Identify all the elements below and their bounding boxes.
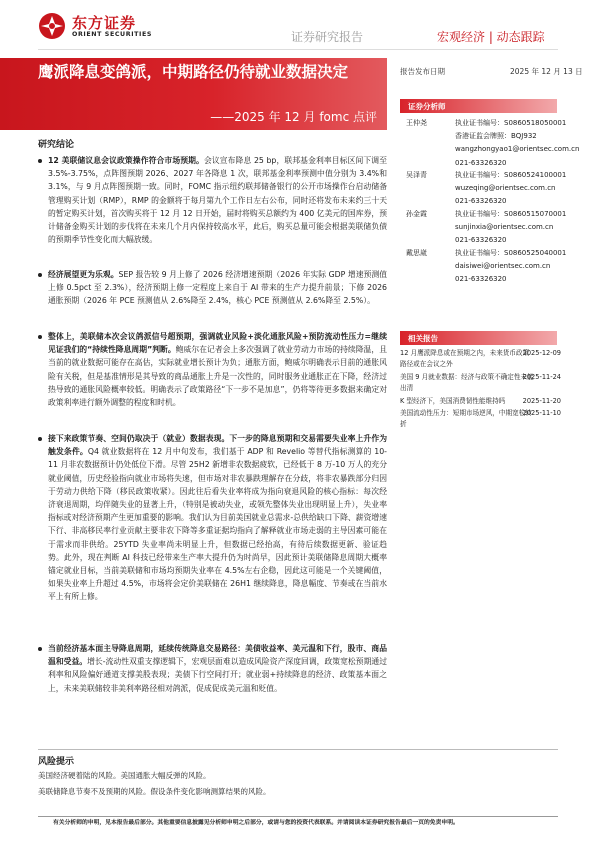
report-type: 证券研究报告	[291, 30, 364, 44]
analyst-phone: 021-63326320	[455, 275, 507, 284]
analysts-header-label: 证券分析师	[408, 102, 446, 111]
analyst-license: 执业证书编号：S0860518050001	[455, 119, 567, 127]
bullet-icon	[38, 273, 42, 277]
risk-item: 美联储降息节奏不及预期的风险。假设条件变化影响测算结果的风险。	[38, 787, 271, 796]
analysts-header	[400, 99, 557, 113]
analyst-license: 执业证书编号：S0860525040001	[455, 249, 567, 257]
paragraph-text: Q4 就业数据将在 12 月中旬发布，我们基于 ADP 和 Revelio 等替代指标测算的 10-11 月非农数据预计仍处低位下滑。尽管 25H2 新增非农数据疲软，已经低于 8 万-10 万人的充分就业阈值，历史经验指向就业市场将失速，但市场对非农暴跌理解存在分歧，将非农暴跌部分归因于劳动力供给下降（移民政策收紧）。因此往后看失业率将成为指向衰退风险的核心指标：每次经济衰退周期，均伴随失业的显著上升，（特别是被动失业，或领先整体失业出现明显上升），失业率指标或对经济预期产生更加重要的影响。我们认为目前美国就业总需求-总供给缺口下降、薪资增速下行、非高移民率行业贡献主要非农下降等多重证据均指向了解释就业市场走弱的主导因素可能在于需求而非供给。25YTD 失业率尚未明显上升，但数据已经抬高，有待后续数据更新、验证趋势。此外，现在判断 AI 科技已经带来生产率大提升仍为时尚早，因此预计美联储降息周期大概率锚定就业目标，当前美联储和市场均预期失业率在 4.5%左右企稳，因此这可能是一个关键阈值，如果失业率上升超过 4.5%，市场将会定价美联储在 26H1 继续降息，降息幅度、节奏或在当前水平上有所上修。	[48, 447, 387, 602]
paragraph-text: 会议宣布降息 25 bp，联邦基金利率目标区间下调至 3.5%-3.75%，点阵图预期 2026、2027 年各降息 1 次，联邦基金利率预测中值分别为 3.4%和 3.1%，与 9 月点阵图预期一致。同时，FOMC 指示纽约联邦储备银行的公开市场操作台启动储备管理购买计划（RMP），RMP 的金额将于每月第九个工作日左右公布，同时还将发布未来约三十天的暂定购买计划，首次购买将于 12 月 12 日开始，届时将购买总额约为 400 亿美元的国库券，预计储备金购买计划的步伐将在未来几个月内保持较高水平，此后，购买总量可能会根据美联储负债的预期季节性变化而大幅放缓。	[48, 156, 387, 245]
related-report-date: 2025-11-20	[522, 397, 561, 405]
analyst-name: 吴泽青	[406, 171, 427, 179]
report-category: 宏观经济 | 动态跟踪	[437, 30, 545, 44]
analyst-phone: 021-63326320	[455, 197, 507, 206]
analyst-info	[455, 117, 579, 170]
paragraph-lead: 12 美联储议息会议政策操作符合市场预期。	[48, 156, 204, 165]
analyst-license: 执业证书编号：S0860524100001	[455, 171, 567, 179]
analyst-email[interactable]: wangzhongyao1@orientsec.com.cn	[455, 145, 580, 154]
brand-name-cn: 东方证券	[72, 14, 137, 32]
analyst-hk-license: 香港证监会牌照：BQJ932	[455, 132, 537, 141]
analyst-email[interactable]: wuzeqing@orientsec.com.cn	[455, 184, 556, 193]
related-report-date: 2025-11-24	[522, 373, 561, 381]
report-title: 鹰派降息变鸽派，中期路径仍待就业数据决定	[38, 63, 349, 81]
risk-heading: 风险提示	[38, 757, 75, 767]
related-report-date: 2025-12-09	[522, 349, 561, 357]
analyst-name: 王仲尧	[406, 119, 427, 127]
section-divider	[38, 749, 558, 750]
orient-logo-icon	[38, 12, 66, 40]
related-report-title[interactable]: 美国流动性压力：短期市场逆风，中期宽松转折	[400, 409, 532, 428]
conclusion-paragraph	[48, 268, 387, 308]
bullet-icon	[38, 335, 42, 339]
risk-item: 美国经济硬着陆的风险。美国通胀大幅反弹的风险。	[38, 771, 211, 780]
research-conclusion-heading: 研究结论	[38, 140, 75, 150]
header-divider	[38, 49, 558, 50]
related-report-date: 2025-11-10	[522, 409, 561, 417]
analyst-info	[455, 169, 566, 209]
conclusion-paragraph	[48, 154, 387, 246]
conclusion-paragraph	[48, 432, 387, 604]
paragraph-text: SEP 报告较 9 月上修了 2026 经济增速预期（2026 年实际 GDP 增速预测值上修 0.5pct 至 2.3%），经济预期上修一定程度上来自于 AI 带来的生产力提升前景；下修 2026 通胀预期（2026 年 PCE 预测值从 2.6%降至 2.4%，核心 PCE 预测值从 2.6%降至 2.5%）。	[48, 270, 388, 306]
paragraph-lead: 当前经济基本面主导降息周期，延续传统降息交易路径：美债收益率、美元温和下行，股市、商品温和受益。	[48, 644, 387, 667]
conclusion-paragraph	[48, 330, 387, 409]
analyst-name: 戴思崴	[406, 249, 427, 257]
paragraph-lead: 接下来政策节奏、空间仍取决于（就业）数据表现。下一步的降息预期和交易需要失业率上升作为触发条件。	[48, 434, 387, 457]
paragraph-text: 鲍威尔在记者会上多次强调了就业劳动力市场的持续降温，且当前的就业数据可能存在高估，实际就业增长预计为负；通胀方面，鲍威尔明确表示目前的通胀风险有关税，但是基准情形是其导致的商品通胀上升是一次性的，同时服务业通胀正在下降，经济过热导致的通胀风险概率较低。明确表示了政策路径“下一步不是加息”，仍将等待更多数据来确定对政策利率进行额外调整的程度和时机。	[48, 345, 388, 408]
brand-name-en: ORIENT SECURITIES	[72, 31, 153, 38]
related-report-title[interactable]: K 型经济下，美国消费韧性能维持吗	[400, 397, 506, 405]
analyst-info	[455, 247, 566, 287]
conclusion-paragraph	[48, 642, 387, 695]
publish-date: 2025 年 12 月 13 日	[510, 67, 583, 76]
analyst-email[interactable]: daisiwei@orientsec.com.cn	[455, 262, 551, 271]
paragraph-lead: 整体上，美联储本次会议鸽派信号超预期，强调就业风险+淡化通胀风险+预防流动性压力=继续见证我们的“持续性降息周期”判断。	[48, 332, 387, 355]
related-reports-header-label: 相关报告	[408, 334, 438, 343]
related-reports-header	[400, 331, 557, 345]
report-header	[0, 0, 595, 52]
report-subtitle: ——2025 年 12 月 fomc 点评	[210, 110, 377, 124]
bullet-icon	[38, 437, 42, 441]
analyst-info	[455, 208, 566, 248]
analyst-email[interactable]: sunjinxia@orientsec.com.cn	[455, 223, 554, 232]
publish-date-label: 报告发布日期	[400, 67, 445, 76]
bullet-icon	[38, 159, 42, 163]
analyst-phone: 021-63326320	[455, 236, 507, 245]
analyst-phone: 021-63326320	[455, 158, 507, 167]
related-report-title[interactable]: 美国 9 月就业数据：经济与政策不确定性未能出清	[400, 373, 534, 392]
disclaimer: 有关分析师的申明，见本报告最后部分。其他重要信息披露见分析师申明之后部分，或请与您的投资代表联系。并请阅读本证券研究报告最后一页的免责申明。	[53, 820, 459, 826]
bullet-icon	[38, 647, 42, 651]
paragraph-text: 增长-流动性双重支撑逻辑下，宏观层面难以造成风险资产深度回调，政策宽松预期通过利率和风险偏好通道支撑美股表现；美债下行空间打开；就业弱+持续降息的经济、政策基本面之上，未来美联储较非美利率路径相对鸽派，促成促成美元温和贬值。	[48, 657, 387, 693]
paragraph-lead: 经济展望更为乐观。	[48, 270, 119, 279]
analyst-name: 孙金霞	[406, 210, 427, 218]
analyst-license: 执业证书编号：S0860515070001	[455, 210, 567, 218]
brand-logo	[38, 12, 154, 44]
related-report-title[interactable]: 12 月鹰派降息或在预期之内，未来货币政策路径或在会议之外	[400, 349, 530, 368]
